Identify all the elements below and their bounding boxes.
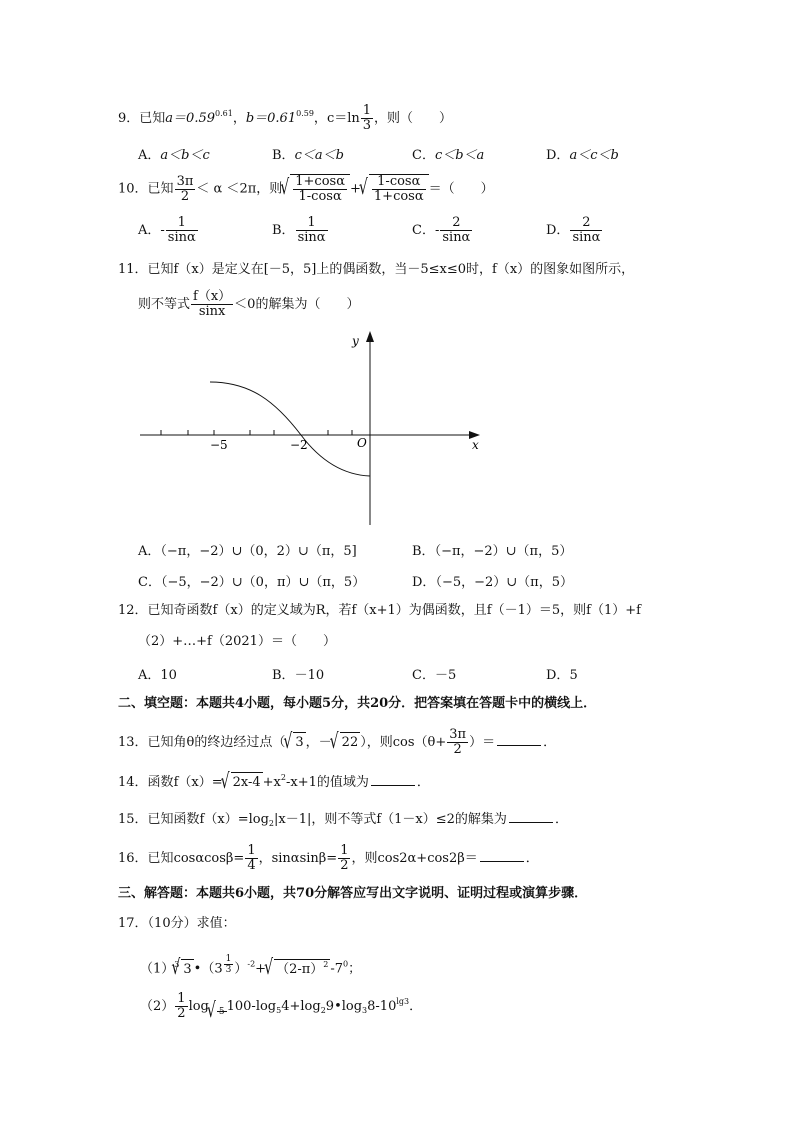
q12-option-c: C．－5 — [412, 668, 457, 683]
q10-option-a: A．- $\frac{1}{\sin\alpha}$ — [138, 215, 196, 245]
question-11: 11．已知f（x）是定义在[－5，5]上的偶函数，当－5≤x≤0时，f（x）的图象如图所示， — [118, 262, 635, 277]
q14-number: 14． — [118, 775, 148, 790]
q14-answer-blank[interactable] — [371, 773, 415, 786]
q9-fraction: $\frac{1}{3}$ — [362, 103, 372, 133]
y-axis-arrow — [366, 331, 374, 342]
q11-option-b: B．（−π，−2）∪（π，5） — [412, 544, 573, 559]
q16-number: 16． — [118, 851, 148, 866]
q11-fraction: $\frac{f(x)}{\sin x}$ — [193, 289, 232, 319]
q15-number: 15． — [118, 812, 148, 827]
q12-number: 12． — [118, 603, 148, 618]
q13-answer-blank[interactable] — [497, 733, 541, 746]
q11-graph — [130, 325, 490, 530]
q17-part-1: $(1)^3√$ 3 •（3 $^{\frac{1}{3}}$ ）$^{-2}$+√ $(2-\pi)^2$ $-7^0$； — [140, 954, 361, 980]
q16-answer-blank[interactable] — [480, 849, 524, 862]
q11-option-a: A．（−π，−2）∪（0，2）∪（π，5] — [138, 544, 357, 559]
question-12: 12．已知奇函数f（x）的定义域为R，若f（x+1）为偶函数，且f（－1）＝5，则f（1）+f — [118, 603, 641, 618]
q10-sqrt-2: √ $\frac{1-\cos\alpha}{1+\cos\alpha}$ — [361, 174, 429, 204]
q12-option-a: A．10 — [138, 668, 177, 683]
y-axis-label: y — [352, 334, 359, 348]
q17-part-2: （2） $\frac{1}{2}$ log√ $_5$ $100-\log_54+\log_29•\log_38-10^{lg3}$． — [140, 992, 422, 1021]
q13-number: 13． — [118, 735, 148, 750]
section-2-heading: 二、填空题：本题共4小题，每小题5分，共20分．把答案填在答题卡中的横线上． — [118, 696, 597, 711]
section-3-heading: 三、解答题：本题共6小题，共70分解答应写出文字说明、证明过程或演算步骤． — [118, 886, 588, 901]
origin-label: O — [357, 436, 367, 450]
q9-number: 9． — [118, 111, 140, 126]
question-10: 10．已知 $\frac{3\pi}{2}$ ＜ α ＜2π，则 √ $\frac{1+\cos\alpha}{1-\cos\alpha}$ + √ $\frac{1-\cos\alpha}{1+\cos\alpha}$ ＝（ ） — [118, 174, 494, 204]
q12-option-d: D．5 — [546, 668, 578, 683]
q10-number: 10． — [118, 181, 148, 197]
tick-label-minus2: −2 — [290, 438, 308, 452]
q11-number: 11． — [118, 262, 148, 277]
q11-option-d: D．（−5，−2）∪（π，5） — [412, 575, 573, 590]
q9-option-a: A．a＜b＜c — [138, 148, 210, 163]
q12-option-b: B．－10 — [272, 668, 325, 683]
q9-option-b: B．c＜a＜b — [272, 148, 344, 163]
q17-number: 17． — [118, 916, 148, 931]
question-13: 13．已知角θ的终边经过点（√ 3 ，－√ 22 ），则cos（θ+ $\frac{3\pi}{2}$ ）＝ ． — [118, 728, 556, 757]
question-12-line2: （2）+…+f（2021）＝（ ） — [138, 634, 336, 649]
q10-option-c: C．- $\frac{2}{\sin\alpha}$ — [412, 215, 471, 245]
question-16: 16．已知cosαcosβ= $\frac{1}{4}$ ，sinαsinβ= $\frac{1}{2}$ ，则cos2α+cos2β＝ ． — [118, 843, 539, 873]
q10-option-b: B． $\frac{1}{\sin\alpha}$ — [272, 215, 326, 245]
question-9: 9．已知$a=0.59^{0.61}$，$b=0.61^{0.59}$，c＝ln $\frac{1}{3}$ ，则（ ） — [118, 103, 453, 133]
question-17: 17．（10分）求值： — [118, 916, 236, 931]
q9-option-c: C．c＜b＜a — [412, 148, 485, 163]
x-axis-label: x — [472, 438, 479, 452]
q10-fraction-3pi-2: $\frac{3\pi}{2}$ — [176, 173, 194, 204]
function-curve — [210, 382, 370, 476]
q10-sqrt-1: √ $\frac{1+\cos\alpha}{1-\cos\alpha}$ — [282, 174, 350, 204]
question-15: 15．已知函数$f(x)=\log_2|x-1|$，则不等式f（1－x）≤2的解集为 ． — [118, 812, 568, 828]
question-14: 14．函数f（x）=√ $2x-4 +x^2-x+1$的值域为 ． — [118, 772, 430, 793]
q10-option-d: D． $\frac{2}{\sin\alpha}$ — [546, 215, 601, 245]
tick-label-minus5: −5 — [210, 438, 228, 452]
q15-answer-blank[interactable] — [509, 810, 553, 823]
question-11-line2: 则不等式 $\frac{f(x)}{\sin x}$ ＜0的解集为（ ） — [138, 289, 360, 319]
q9-option-d: D．a＜c＜b — [546, 148, 619, 163]
q11-option-c: C．（−5，−2）∪（0，π）∪（π，5） — [138, 575, 366, 590]
